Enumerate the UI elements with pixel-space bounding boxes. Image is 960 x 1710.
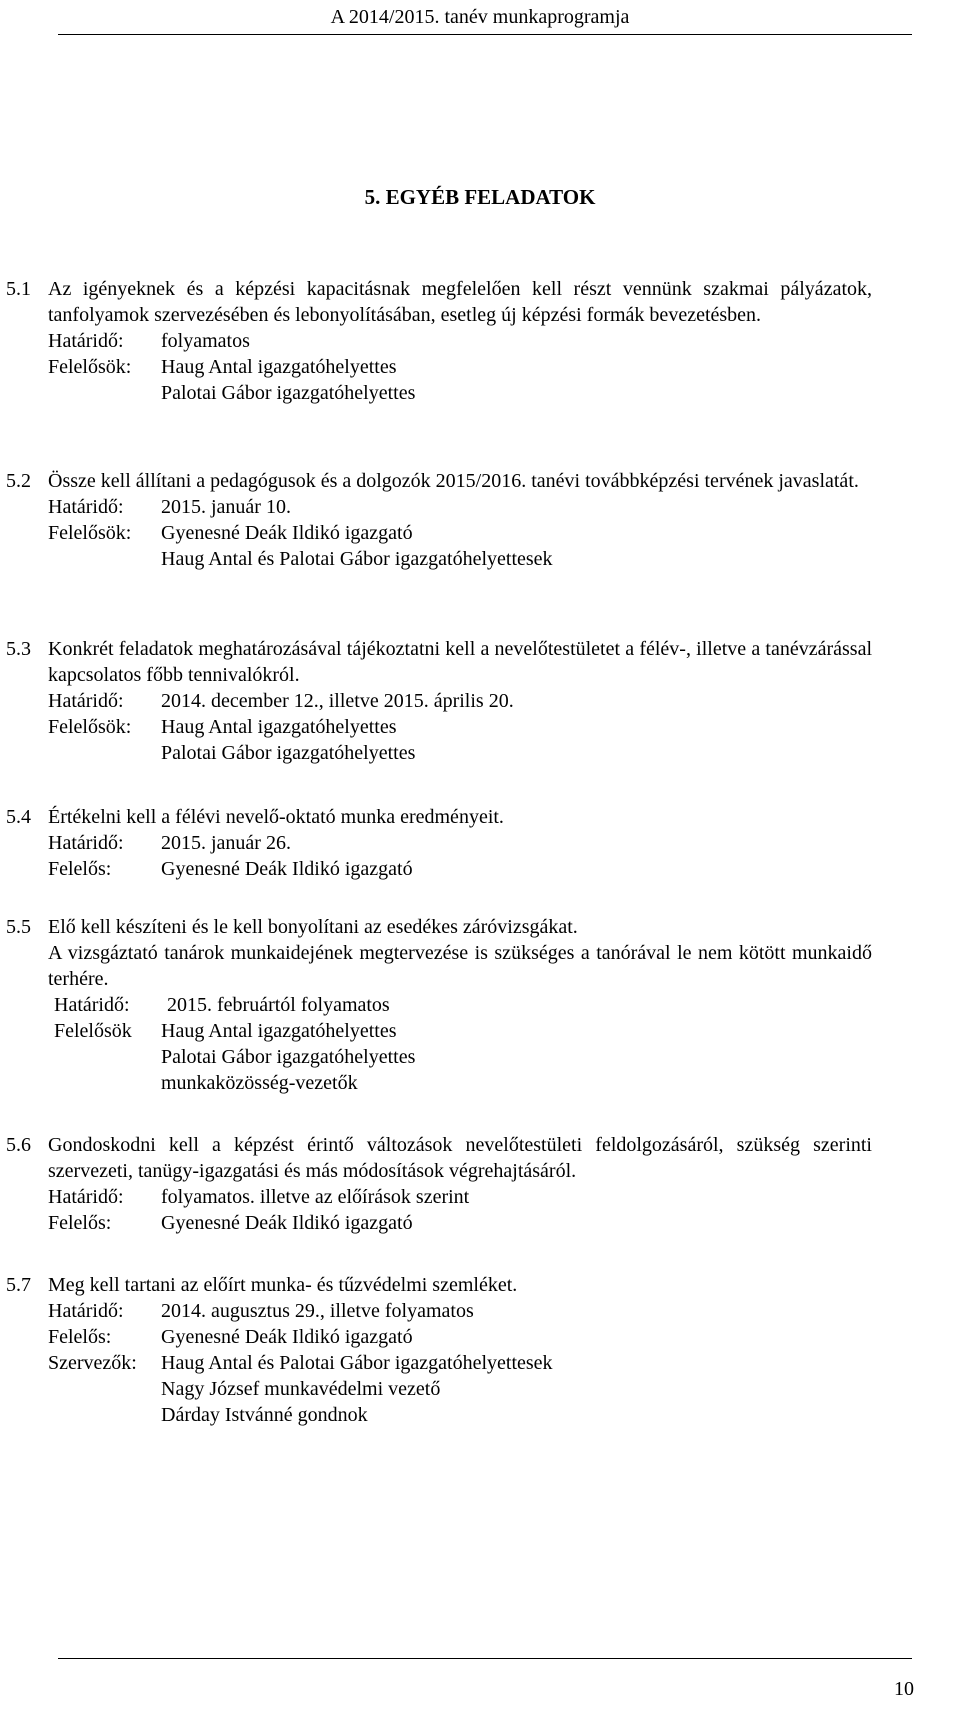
- responsible-label: Felelősök:: [48, 716, 132, 738]
- deadline-label: Határidő:: [48, 1300, 124, 1322]
- section-text: Meg kell tartani az előírt munka- és tűzvédelmi szemléket.: [48, 1274, 518, 1296]
- section-text: Elő kell készíteni és le kell bonyolítani az esedékes záróvizsgákat.: [48, 916, 578, 938]
- responsible-label: Felelős:: [48, 858, 112, 880]
- section-text: Az igényeknek és a képzési kapacitásnak megfelelően kell részt vennünk szakmai pályázatok, tanfolyamok szervezésében és lebonyolításában, esetleg új képzési formák bevezetésben.: [48, 278, 872, 326]
- responsible-value: Gyenesné Deák Ildikó igazgató: [161, 1326, 413, 1348]
- deadline-label: Határidő:: [48, 330, 124, 352]
- deadline-value: folyamatos. illetve az előírások szerint: [161, 1186, 470, 1208]
- section-5-4: [6, 804, 872, 882]
- deadline-label: Határidő:: [54, 994, 130, 1016]
- responsible-label: Felelősök: [54, 1020, 132, 1042]
- section-5-6: [6, 1132, 872, 1236]
- section-5-1: [6, 276, 872, 406]
- responsible-value: Haug Antal igazgatóhelyettes: [161, 1020, 397, 1042]
- deadline-value: 2015. január 10.: [161, 496, 291, 518]
- section-text: Gondoskodni kell a képzést érintő változások nevelőtestületi feldolgozásáról, szükség szerinti szervezeti, tanügy-igazgatási és más módosítások végrehajtásáról.: [48, 1134, 872, 1182]
- section-text: Konkrét feladatok meghatározásával tájékoztatni kell a nevelőtestületet a félév-, illetve a tanévzárással kapcsolatos főbb tennivalókról.: [48, 638, 872, 686]
- deadline-label: Határidő:: [48, 1186, 124, 1208]
- responsible-label: Felelősök:: [48, 522, 132, 544]
- responsible-label: Felelős:: [48, 1326, 112, 1348]
- deadline-value: folyamatos: [161, 330, 250, 352]
- responsible-value: Gyenesné Deák Ildikó igazgató: [161, 522, 413, 544]
- responsible-value: Palotai Gábor igazgatóhelyettes: [161, 382, 416, 404]
- section-5-7: [6, 1272, 872, 1428]
- deadline-label: Határidő:: [48, 690, 124, 712]
- responsible-value: Palotai Gábor igazgatóhelyettes: [161, 742, 416, 764]
- responsible-value: Palotai Gábor igazgatóhelyettes: [161, 1046, 416, 1068]
- section-number: 5.4: [6, 806, 31, 828]
- organizer-value: Nagy József munkavédelmi vezető: [161, 1378, 441, 1400]
- section-number: 5.2: [6, 470, 31, 492]
- organizers-label: Szervezők:: [48, 1352, 137, 1374]
- deadline-label: Határidő:: [48, 496, 124, 518]
- deadline-label: Határidő:: [48, 832, 124, 854]
- section-number: 5.3: [6, 638, 31, 660]
- responsible-label: Felelősök:: [48, 356, 132, 378]
- deadline-value: 2015. februártól folyamatos: [167, 994, 390, 1016]
- chapter-title: 5. EGYÉB FELADATOK: [364, 185, 596, 209]
- section-5-5: [6, 914, 872, 1096]
- section-extra-text: A vizsgáztató tanárok munkaidejének megtervezése is szükséges a tanórával le nem kötött munkaidő terhére.: [48, 942, 872, 990]
- responsible-label: Felelős:: [48, 1212, 112, 1234]
- section-number: 5.7: [6, 1274, 31, 1296]
- deadline-value: 2014. december 12., illetve 2015. április 20.: [161, 690, 514, 712]
- header-divider: [58, 34, 912, 35]
- responsible-value: Haug Antal és Palotai Gábor igazgatóhelyettesek: [161, 548, 553, 570]
- footer-divider: [58, 1658, 912, 1659]
- section-5-2: [6, 468, 872, 572]
- section-number: 5.1: [6, 278, 31, 300]
- responsible-value: Gyenesné Deák Ildikó igazgató: [161, 858, 413, 880]
- organizer-value: Haug Antal és Palotai Gábor igazgatóhelyettesek: [161, 1352, 553, 1374]
- page-number: 10: [894, 1678, 914, 1700]
- deadline-value: 2014. augusztus 29., illetve folyamatos: [161, 1300, 474, 1322]
- responsible-value: Gyenesné Deák Ildikó igazgató: [161, 1212, 413, 1234]
- organizer-value: Dárday Istvánné gondnok: [161, 1404, 368, 1426]
- responsible-value: Haug Antal igazgatóhelyettes: [161, 356, 397, 378]
- section-text: Értékelni kell a félévi nevelő-oktató munka eredményeit.: [48, 806, 504, 828]
- section-5-3: [6, 636, 872, 766]
- responsible-value: Haug Antal igazgatóhelyettes: [161, 716, 397, 738]
- section-text: Össze kell állítani a pedagógusok és a dolgozók 2015/2016. tanévi továbbképzési tervének javaslatát.: [48, 470, 859, 492]
- section-number: 5.6: [6, 1134, 31, 1156]
- section-number: 5.5: [6, 916, 31, 938]
- deadline-value: 2015. január 26.: [161, 832, 291, 854]
- page-header-title: A 2014/2015. tanév munkaprogramja: [330, 6, 630, 28]
- responsible-value: munkaközösség-vezetők: [161, 1072, 358, 1094]
